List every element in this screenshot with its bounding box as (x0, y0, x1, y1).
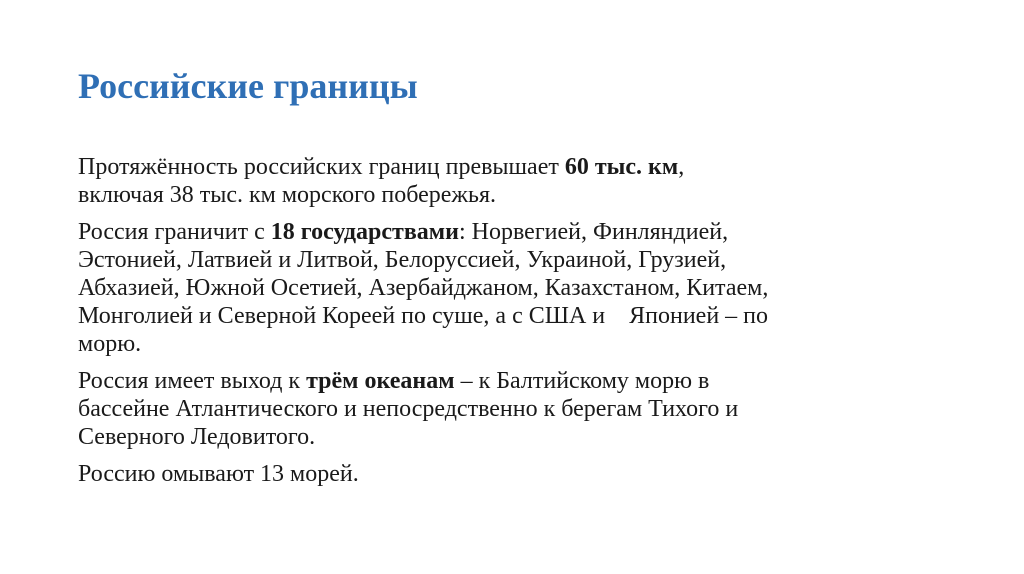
text-run: бассейне Атлантического и непосредственно к берегам Тихого и (78, 396, 739, 422)
text-line (78, 330, 958, 358)
text-run: : Норвегией, Финляндией, (458, 219, 729, 245)
text-line (78, 423, 958, 451)
slide-title: Российские границы (78, 66, 418, 106)
bold-text-run: 18 государствами (270, 219, 459, 245)
slide-body (78, 153, 958, 497)
text-line (78, 395, 958, 423)
bold-text-run: трём океанам (306, 368, 455, 394)
bold-text-run: 60 тыс. км (564, 154, 679, 180)
text-run: Монголией и Северной Кореей по суше, а с США и Японией – по (78, 303, 769, 329)
text-run: , (678, 154, 685, 180)
text-run: Россия граничит с (78, 219, 271, 245)
text-run: Россию омывают 13 морей. (78, 461, 359, 487)
text-run: Протяжённость российских границ превышает (78, 154, 565, 180)
text-line (78, 367, 958, 395)
text-line (78, 181, 958, 209)
text-line (78, 153, 958, 181)
body-paragraph (78, 153, 958, 209)
text-line (78, 302, 958, 330)
text-run: Эстонией, Латвией и Литвой, Белоруссией, Украиной, Грузией, (78, 247, 727, 273)
body-paragraph (78, 460, 958, 488)
text-run: морю. (78, 331, 142, 357)
text-run: включая 38 тыс. км морского побережья. (78, 182, 496, 208)
body-paragraph (78, 218, 958, 358)
text-run: Абхазией, Южной Осетией, Азербайджаном, Казахстаном, Китаем, (78, 275, 769, 301)
text-run: Северного Ледовитого. (78, 424, 316, 450)
text-line (78, 274, 958, 302)
text-run: Россия имеет выход к (78, 368, 307, 394)
text-line (78, 246, 958, 274)
text-run: – к Балтийскому морю в (454, 368, 710, 394)
text-line (78, 218, 958, 246)
text-line (78, 460, 958, 488)
body-paragraph (78, 367, 958, 451)
